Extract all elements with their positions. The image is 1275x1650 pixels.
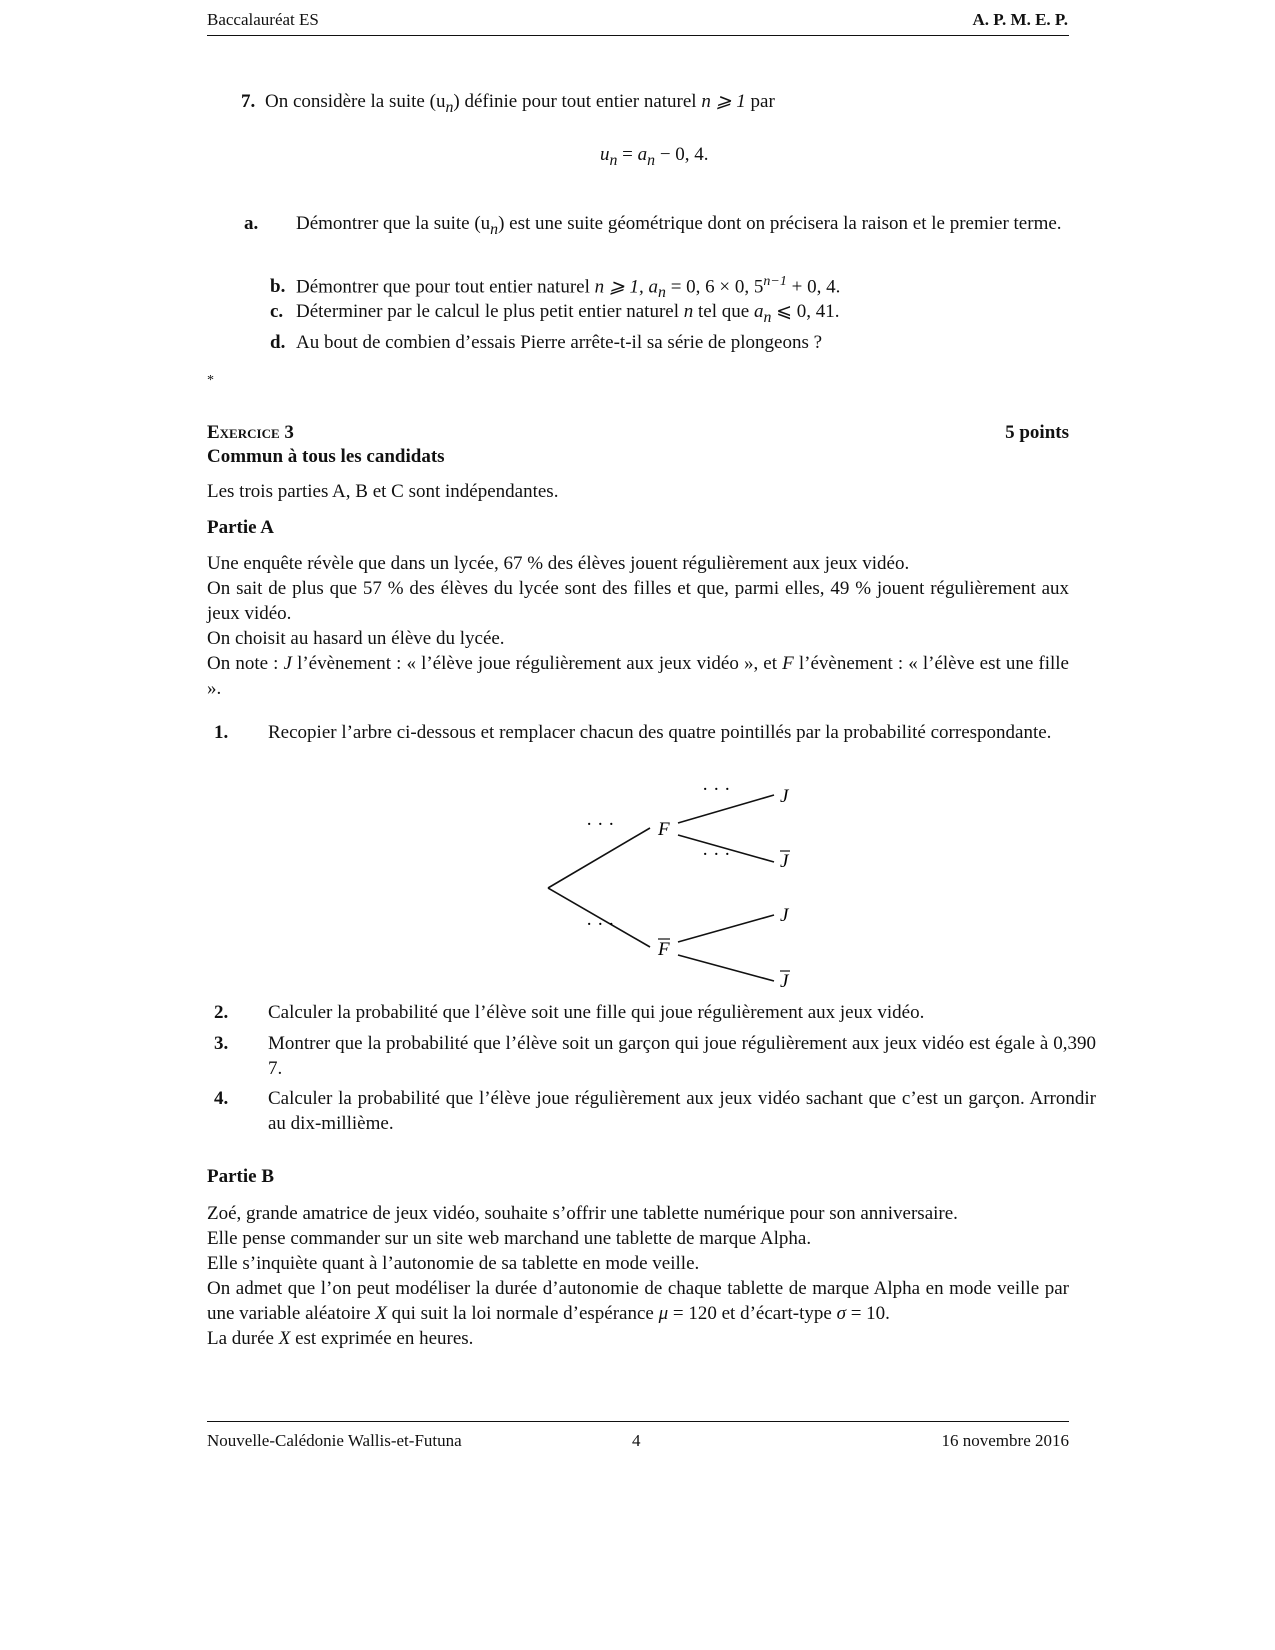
header-rule <box>207 35 1069 36</box>
prob-dots-F: · · · <box>586 814 615 835</box>
partB-text: Zoé, grande amatrice de jeux vidéo, souhaite s’offrir une tablette numérique pour son anniversaire. Elle pense commander sur un site web marchand une tablette de marque Alpha. Elle s’inquiète quant à l’autonomie de sa tablette en mode veille. On admet que l’on peut modéliser la durée d’autonomie de chaque tablette de marque Alpha en mode veille par une variable aléatoire X qui suit la loi normale d’espérance μ = 120 et d’écart-type σ = 10. La durée X est exprimée en heures. <box>207 1203 1069 1349</box>
exercise-points: 5 points <box>1005 422 1069 443</box>
footer-right: 16 novembre 2016 <box>941 1431 1069 1450</box>
prob-dots-Fbar: · · · <box>586 914 615 935</box>
q7-item-d: d. Au bout de combien d’essais Pierre arrête-t-il sa série de plongeons ? <box>270 332 823 353</box>
node-Fbar-J: J <box>780 905 789 926</box>
node-F-J: J <box>780 786 789 807</box>
probability-tree <box>540 775 800 990</box>
node-F-Jbar: J <box>780 851 789 872</box>
node-Fbar-Jbar: J <box>780 971 789 990</box>
footer-rule <box>207 1421 1069 1422</box>
q7-item-a: a. Démontrer que la suite $(u_n)$ est une suite géométrique dont on précisera la raison et le premier terme. <box>244 213 1062 238</box>
exercise-audience: Commun à tous les candidats <box>207 446 445 467</box>
partA-q3: 3. Montrer que la probabilité que l’élève soit un garçon qui joue régulièrement aux jeux vidéo est égale à 0,390 7. <box>214 1033 1096 1079</box>
node-F: F <box>658 819 670 840</box>
partB-unit: La durée X est exprimée en heures. <box>207 1328 474 1349</box>
header-right: A. P. M. E. P. <box>972 10 1068 29</box>
partA-q1: 1. Recopier l’arbre ci-dessous et remplacer chacun des quatre pointillés par la probabilité correspondante. <box>214 722 1052 743</box>
exercise-title: Exercice 3 <box>207 422 294 443</box>
node-Fbar: F <box>658 939 670 960</box>
partA-text: Une enquête révèle que dans un lycée, 67 % des élèves jouent régulièrement aux jeux vidéo. On sait de plus que 57 % des élèves du lycée sont des filles et que, parmi elles, 49 % jouent régulièrement aux jeux vidéo. On choisit au hasard un élève du lycée. On note : J l’évènement : « l’élève joue régulièrement aux jeux vidéo », et F l’évènement : « l’élève est une fille ». <box>207 553 1069 699</box>
branch-Fbar-J <box>678 915 774 942</box>
prob-dots-F-J: · · · <box>702 779 731 800</box>
footer-page-number: 4 <box>632 1431 641 1450</box>
asterisk: * <box>207 373 214 388</box>
prob-dots-F-Jbar: · · · <box>702 844 731 865</box>
partA-q4: 4. Calculer la probabilité que l’élève joue régulièrement aux jeux vidéo sachant que c’est un garçon. Arrondir au dix-millième. <box>214 1088 1096 1134</box>
q7-formula: $u_n = a_n - 0$, 4. <box>600 144 709 169</box>
branch-root-F <box>548 828 650 888</box>
partA-title: Partie A <box>207 517 275 538</box>
partA-notation: On note : J l’évènement : « l’élève joue régulièrement aux jeux vidéo », et F l’évènement : « l’élève est une fille ». <box>207 653 1069 699</box>
q7-intro: 7. On considère la suite $(u_n)$ définie pour tout entier naturel n ⩾ 1 par <box>241 91 775 116</box>
q7-item-b: b. Démontrer que pour tout entier naturel n ⩾ 1, $a_n = 0$, 6 × 0, $5^{n-1} + 0$, 4. <box>270 274 841 302</box>
partB-model: On admet que l’on peut modéliser la durée d’autonomie de chaque tablette de marque Alpha en mode veille par une variable aléatoire X qui suit la loi normale d’espérance μ = 120 et d’écart-type σ = 10. <box>207 1278 1069 1324</box>
exercise-intro: Les trois parties A, B et C sont indépendantes. <box>207 481 559 502</box>
footer-left: Nouvelle-Calédonie Wallis-et-Futuna <box>207 1431 462 1450</box>
q7-item-c: c. Déterminer par le calcul le plus petit entier naturel n tel que $a_n$ ⩽ 0, 41. <box>270 301 840 326</box>
header-left: Baccalauréat ES <box>207 10 319 29</box>
partA-q2: 2. Calculer la probabilité que l’élève soit une fille qui joue régulièrement aux jeux vidéo. <box>214 1002 925 1023</box>
q7-number: 7. <box>241 91 256 112</box>
partB-title: Partie B <box>207 1166 275 1187</box>
branch-Fbar-Jbar <box>678 955 774 981</box>
